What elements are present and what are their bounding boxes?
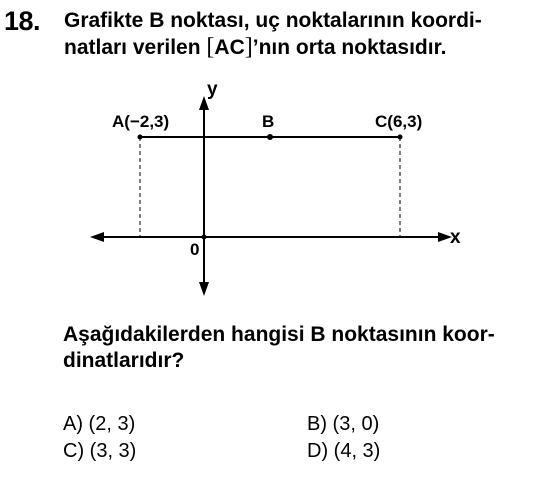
bracket-open: [ xyxy=(206,34,215,60)
origin-label: 0 xyxy=(190,240,200,259)
option-c[interactable]: C) (3, 3) xyxy=(63,440,137,462)
x-axis-left-arrow xyxy=(90,232,104,242)
stem-line-2-start: natları verilen xyxy=(64,36,207,59)
point-c-label: C(6,3) xyxy=(375,112,423,131)
question-line-1: Aşağıdakilerden hangisi B noktasının koor- xyxy=(63,323,495,346)
point-c xyxy=(398,135,403,140)
x-axis-label: x xyxy=(450,227,461,248)
origin-point xyxy=(202,235,207,240)
question-number: 18. xyxy=(4,6,41,36)
question-line-2: dinatlarıdır? xyxy=(63,349,185,372)
y-axis-bottom-arrow xyxy=(199,282,209,296)
option-d[interactable]: D) (4, 3) xyxy=(307,440,381,462)
point-a xyxy=(138,135,143,140)
stem-line-2-end: ’nın orta noktasıdır. xyxy=(252,36,447,59)
segment-name: AC xyxy=(214,36,245,59)
y-axis-label: y xyxy=(207,79,218,100)
option-a[interactable]: A) (2, 3) xyxy=(63,413,136,435)
bracket-close: ] xyxy=(244,34,253,60)
point-b-label: B xyxy=(262,112,275,131)
point-b xyxy=(267,134,273,140)
question-prompt xyxy=(63,322,495,374)
option-b[interactable]: B) (3, 0) xyxy=(307,413,380,435)
stem-line-1: Grafikte B noktası, uç noktalarının koordi- xyxy=(64,9,482,32)
point-a-label: A(−2,3) xyxy=(112,112,170,131)
